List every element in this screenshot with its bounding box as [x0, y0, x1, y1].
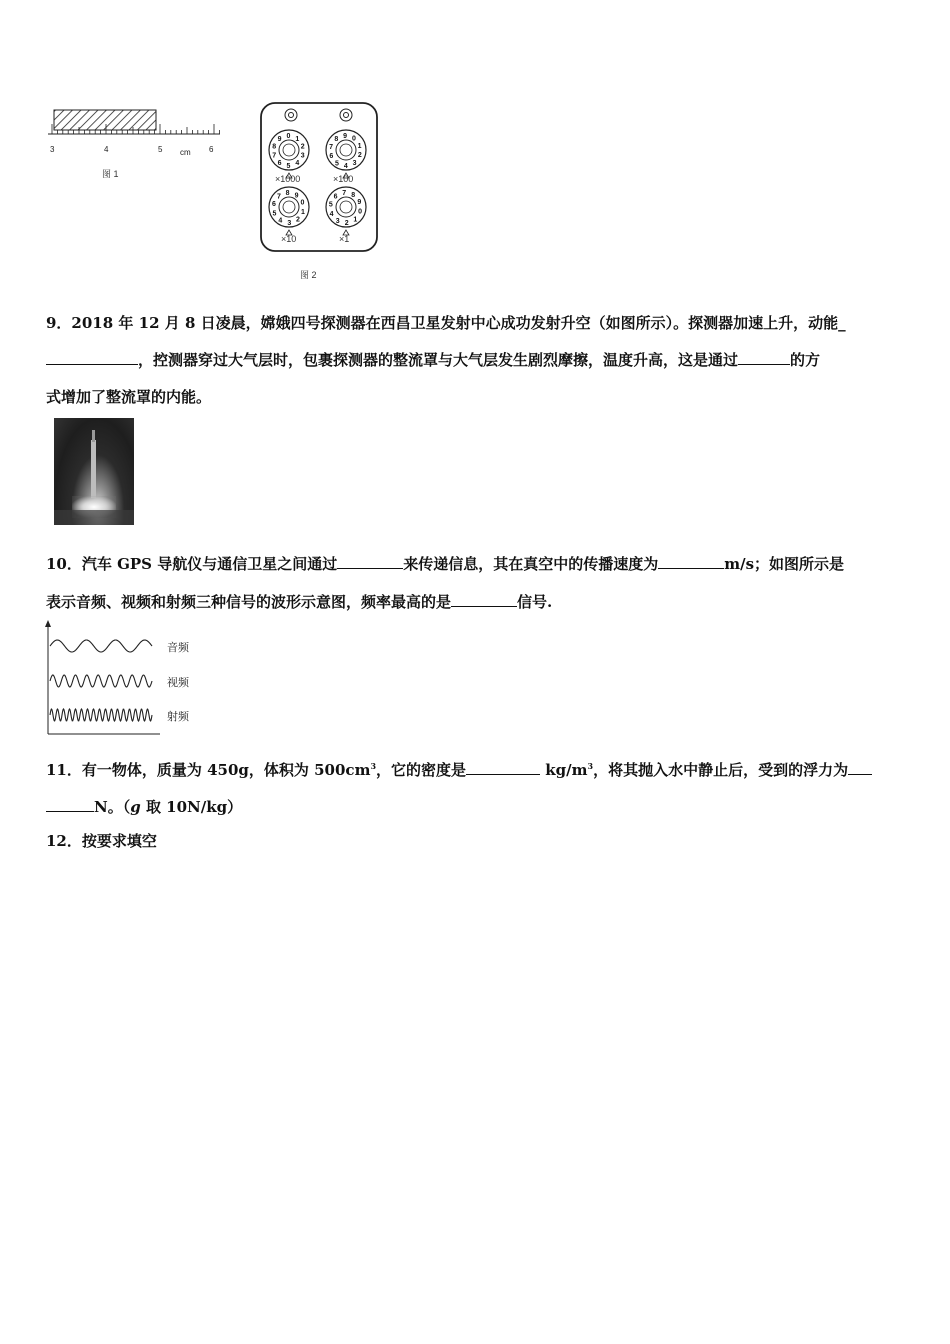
dial-digit: 5 [272, 210, 277, 218]
dial-digit: 8 [334, 136, 339, 144]
q9-text-1: 9．2018 年 12 月 8 日凌晨，嫦娥四号探测器在西昌卫星发射中心成功发射升空（如图所示）。探测器加速上升，动能_ [46, 314, 846, 332]
dial-digit: 9 [294, 192, 299, 200]
dial-digit: 5 [328, 201, 333, 209]
q11-text-2a: N。（ [94, 798, 131, 816]
dial-digit: 7 [329, 143, 334, 151]
dial-digit: 9 [343, 133, 347, 141]
q11-text-2b: 取 10N/kg） [140, 798, 243, 816]
dial-digit: 7 [342, 190, 347, 198]
tick-label-5: 5 [158, 145, 163, 154]
q11-text-1c: kg/m [540, 761, 588, 779]
dial-digit: 0 [286, 133, 291, 140]
dial-digit: 0 [300, 199, 305, 207]
q9-blank-method[interactable] [738, 350, 790, 365]
video-wave [50, 675, 152, 687]
wave-label-rf: 射频 [167, 710, 189, 723]
q10-blank-speed[interactable] [658, 554, 724, 569]
q10-text-1b: 来传递信息，其在真空中的传播速度为 [403, 555, 659, 573]
q9-line1 [46, 312, 846, 333]
figure1-caption: 图 1 [102, 169, 119, 179]
dial-digit: 1 [357, 142, 362, 150]
dial-label-1000: ×1000 [275, 174, 301, 184]
dial-label-10: ×10 [281, 234, 297, 244]
dial-digit: 5 [335, 160, 339, 168]
dial-digit: 6 [333, 193, 338, 201]
dial-digit: 2 [300, 143, 305, 151]
q9-blank-kinetic[interactable] [46, 350, 138, 365]
dial-digit: 4 [278, 217, 283, 225]
q10-text-1c: m/s；如图所示是 [724, 555, 845, 573]
figure2-caption: 图 2 [300, 270, 317, 280]
audio-wave [50, 640, 152, 652]
q10-blank-signal[interactable] [451, 592, 517, 607]
dial-digit: 4 [343, 162, 348, 170]
dial-digit: 8 [285, 190, 290, 198]
q12-line1 [46, 830, 157, 851]
dial-digit: 2 [295, 216, 300, 224]
q9-text-2a: ，控测器穿过大气层时，包裹探测器的整流罩与大气层发生剧烈摩擦，温度升高，这是通过 [138, 351, 739, 369]
ruler-figure [44, 104, 229, 164]
dial-digit: 1 [295, 135, 300, 143]
q9-text-3: 式增加了整流罩的内能。 [46, 388, 212, 406]
wave-label-audio: 音频 [167, 641, 189, 654]
dial-digit: 1 [301, 208, 305, 216]
q11-blank-density[interactable] [466, 760, 540, 775]
q11-blank-buoyancy-a[interactable] [848, 760, 872, 775]
q11-line1 [46, 759, 872, 780]
dial-digit: 7 [272, 152, 277, 160]
waveform-figure [40, 620, 165, 738]
q10-line2 [46, 591, 552, 612]
q10-line1 [46, 553, 844, 574]
dial-digit: 9 [357, 199, 362, 207]
rocket-launch-photo [54, 418, 134, 525]
dial-digit: 2 [357, 152, 362, 160]
q11-line2 [46, 796, 242, 817]
wave-label-video: 视频 [167, 676, 189, 689]
tick-label-3: 3 [50, 145, 55, 154]
q11-text-1a: 11．有一物体，质量为 450g，体积为 500cm [46, 761, 371, 779]
dial-digit: 7 [277, 193, 281, 201]
tick-label-4: 4 [104, 145, 109, 154]
dial-digit: 0 [358, 208, 363, 216]
dial-digit: 0 [351, 135, 356, 143]
dial-digit: 8 [272, 143, 277, 151]
dial-digit: 9 [277, 135, 282, 143]
q9-line2 [46, 349, 820, 370]
dial-label-1: ×1 [339, 234, 350, 244]
dial-digit: 5 [286, 163, 291, 170]
q10-blank-medium[interactable] [337, 554, 403, 569]
dial-digit: 3 [335, 217, 340, 225]
q10-text-2b: 信号. [517, 593, 553, 611]
q11-text-1b: ，它的密度是 [376, 761, 467, 779]
q10-text-2a: 表示音频、视频和射频三种信号的波形示意图，频率最高的是 [46, 593, 452, 611]
rf-wave [50, 709, 152, 721]
measured-block [54, 110, 156, 130]
q10-text-1a: 10．汽车 GPS 导航仪与通信卫星之间通过 [46, 555, 338, 573]
dial-digit: 3 [287, 219, 292, 227]
dial-digit: 6 [277, 160, 282, 168]
q11-blank-buoyancy-b[interactable] [46, 797, 94, 812]
dial-digit: 4 [295, 160, 300, 168]
dial-label-100: ×100 [333, 174, 354, 184]
q11-text-1d: ，将其抛入水中静止后，受到的浮力为 [593, 761, 849, 779]
dial-digit: 3 [352, 159, 357, 167]
q9-line3 [46, 386, 211, 407]
tick-label-6: 6 [209, 145, 214, 154]
dial-digit: 4 [329, 210, 334, 218]
q11-sup-2: 3 [587, 761, 594, 771]
q11-g-symbol: g [130, 798, 141, 816]
dial-digit: 8 [351, 192, 356, 200]
dial-digit: 6 [271, 201, 276, 209]
dial-digit: 6 [329, 153, 334, 161]
q11-sup-1: 3 [370, 761, 377, 771]
dial-digit: 2 [344, 219, 349, 227]
q9-text-2b: 的方 [790, 351, 821, 369]
dial-digit: 3 [300, 152, 305, 160]
q12-text: 12．按要求填空 [46, 832, 157, 850]
tick-label-unit: cm [180, 148, 191, 157]
dial-digit: 1 [353, 216, 358, 224]
